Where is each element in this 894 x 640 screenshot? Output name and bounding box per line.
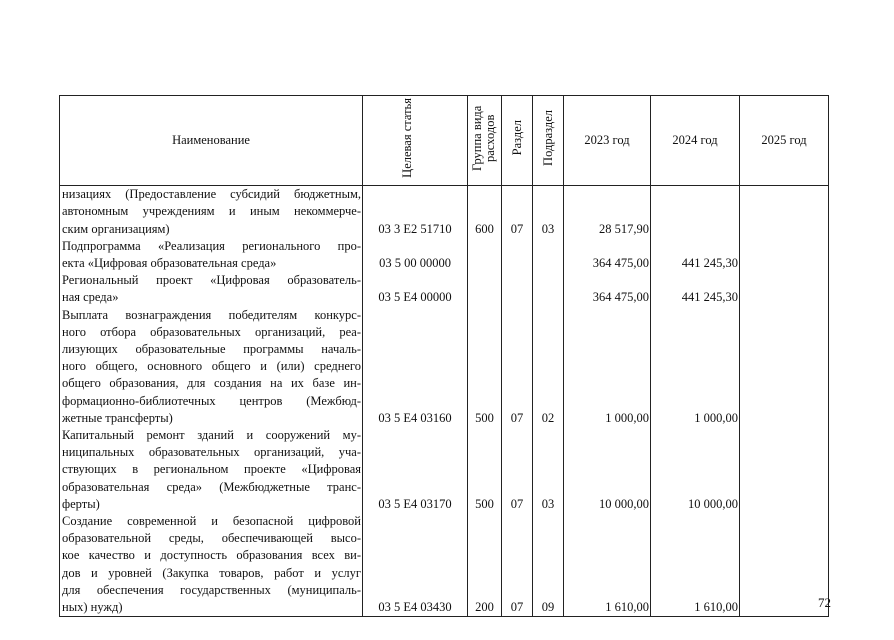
row-2023: 28 517,90: [564, 186, 651, 238]
row-name-line: Капитальный ремонт зданий и сооружений му-: [62, 428, 361, 443]
row-2023: 10 000,00: [564, 427, 651, 513]
row-article: 03 5 Е4 00000: [363, 272, 468, 306]
row-name-line: ная среда»: [62, 290, 119, 305]
row-name: [60, 238, 363, 272]
row-name-line: ного отбора образовательных организаций, реа-: [62, 324, 361, 339]
table-row: [60, 238, 829, 272]
row-name: [60, 307, 363, 427]
row-section: 07: [502, 307, 533, 427]
row-name-line: образовательной среды, обеспечивающей высо-: [62, 531, 361, 546]
row-section: 07: [502, 513, 533, 617]
row-name-line: ных) нужд): [62, 600, 123, 615]
header-section: [502, 96, 533, 186]
header-article: [363, 96, 468, 186]
row-group: 200: [468, 513, 502, 617]
row-2023: 364 475,00: [564, 238, 651, 272]
row-subsection: [533, 272, 564, 306]
row-name-line: для обеспечения государственных (муниципаль-: [62, 582, 361, 597]
budget-table-page: [59, 95, 829, 617]
row-group: [468, 272, 502, 306]
row-2025: [740, 238, 829, 272]
row-article: 03 5 Е4 03430: [363, 513, 468, 617]
row-group: [468, 238, 502, 272]
row-name-line: формационно-библиотечных центров (Межбюд-: [62, 393, 361, 408]
row-name-line: лизующих образовательные программы началь-: [62, 342, 361, 357]
row-group: 500: [468, 427, 502, 513]
row-name: [60, 272, 363, 306]
row-2023: 1 610,00: [564, 513, 651, 617]
row-article: 03 3 Е2 51710: [363, 186, 468, 238]
row-group: 600: [468, 186, 502, 238]
row-2023: 364 475,00: [564, 272, 651, 306]
row-2024: 441 245,30: [651, 238, 740, 272]
row-article: 03 5 Е4 03170: [363, 427, 468, 513]
row-name-line: дов и уровней (Закупка товаров, работ и услуг: [62, 565, 361, 580]
table-header-row: [60, 96, 829, 186]
header-2023: 2023 год: [564, 96, 651, 186]
header-group: [468, 96, 502, 186]
row-section: 07: [502, 427, 533, 513]
row-2025: [740, 186, 829, 238]
header-2025: 2025 год: [740, 96, 829, 186]
header-article-label: Целевая статья: [400, 98, 414, 178]
row-name-line: ферты): [62, 496, 100, 511]
row-name-line: низациях (Предоставление субсидий бюджетным,: [62, 187, 361, 202]
row-2024: 1 000,00: [651, 307, 740, 427]
row-article: 03 5 00 00000: [363, 238, 468, 272]
table-row: [60, 186, 829, 238]
row-name-line: ниципальных образовательных организаций, уча-: [62, 445, 361, 460]
row-name-line: кое качество и доступность образования всех ви-: [62, 548, 361, 563]
row-name-line: Региональный проект «Цифровая образователь-: [62, 273, 361, 288]
row-name-line: ствующих в региональном проекте «Цифровая: [62, 462, 361, 477]
row-name-line: автономным учреждениям и иным некоммерче-: [62, 204, 361, 219]
row-2025: [740, 427, 829, 513]
row-2024: 441 245,30: [651, 272, 740, 306]
row-name: [60, 186, 363, 238]
row-name-line: екта «Цифровая образовательная среда»: [62, 256, 277, 271]
row-name-line: жетные трансферты): [62, 410, 173, 425]
row-2024: [651, 186, 740, 238]
row-name-line: Подпрограмма «Реализация регионального про-: [62, 238, 361, 253]
row-2025: [740, 272, 829, 306]
table-row: [60, 272, 829, 306]
row-2025: [740, 307, 829, 427]
header-subsection-label: Подраздел: [540, 110, 555, 166]
row-subsection: [533, 238, 564, 272]
header-section-label: Раздел: [509, 120, 524, 156]
row-group: 500: [468, 307, 502, 427]
row-2023: 1 000,00: [564, 307, 651, 427]
budget-table: [59, 95, 829, 617]
header-2024: 2024 год: [651, 96, 740, 186]
row-name-line: ного общего, основного общего и (или) среднего: [62, 359, 361, 374]
row-name-line: образовательная среда» (Межбюджетные транс-: [62, 479, 361, 494]
table-row: [60, 513, 829, 617]
header-subsection: [533, 96, 564, 186]
row-section: [502, 238, 533, 272]
row-2024: 10 000,00: [651, 427, 740, 513]
row-section: 07: [502, 186, 533, 238]
row-name-line: Создание современной и безопасной цифровой: [62, 514, 361, 529]
row-subsection: 03: [533, 427, 564, 513]
row-subsection: 03: [533, 186, 564, 238]
row-subsection: 09: [533, 513, 564, 617]
table-row: [60, 427, 829, 513]
row-name-line: Выплата вознаграждения победителям конкурс-: [62, 307, 361, 322]
row-name: [60, 427, 363, 513]
row-2024: 1 610,00: [651, 513, 740, 617]
row-name-line: общего образования, для создания на их базе ин-: [62, 376, 361, 391]
row-name: [60, 513, 363, 617]
row-subsection: 02: [533, 307, 564, 427]
header-group-label: Группа вида расходов: [469, 105, 497, 171]
header-name: Наименование: [60, 96, 363, 186]
row-2025: [740, 513, 829, 617]
row-name-line: ским организациям): [62, 221, 170, 236]
row-section: [502, 272, 533, 306]
row-article: 03 5 Е4 03160: [363, 307, 468, 427]
table-row: [60, 307, 829, 427]
page-number: 72: [818, 595, 831, 610]
